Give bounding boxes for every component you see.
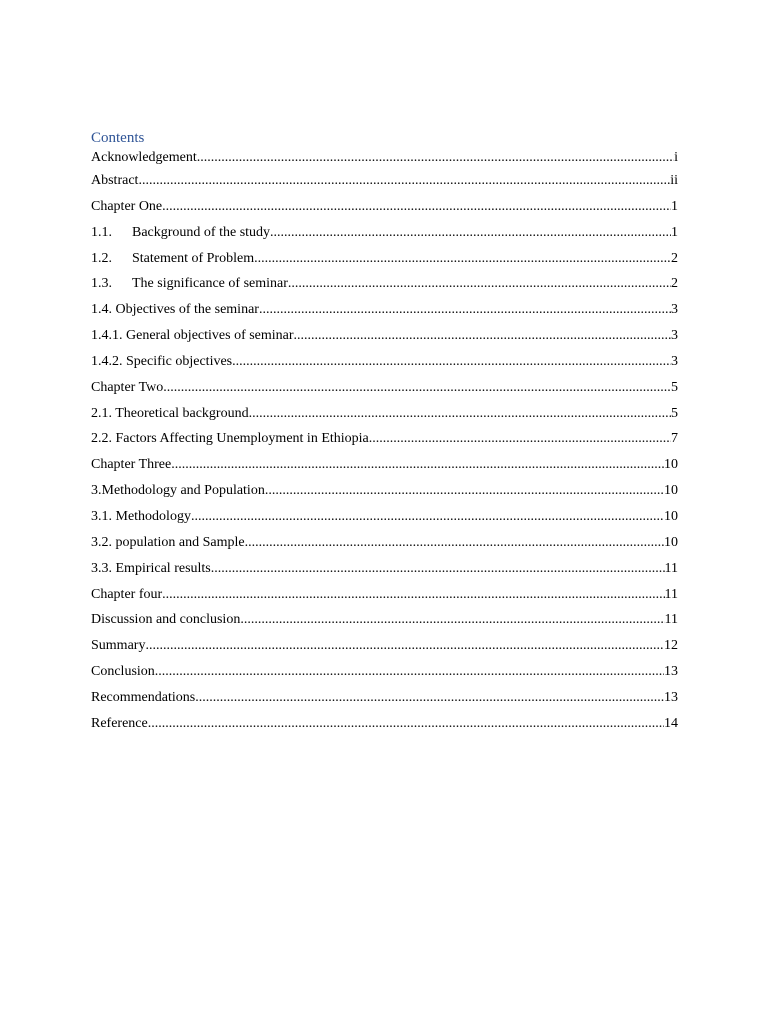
toc-entry-page-number: 5: [671, 405, 678, 421]
toc-entry-number: 1.3.: [91, 276, 112, 292]
toc-entry[interactable]: [91, 430, 678, 456]
toc-entry-page-number: ii: [670, 173, 678, 188]
toc-entry[interactable]: [91, 586, 678, 612]
toc-entry-title: Chapter Three: [91, 457, 172, 473]
toc-dot-leader: [162, 586, 664, 603]
toc-dot-leader: [369, 430, 671, 447]
toc-entry-page-number: 3: [671, 353, 678, 369]
toc-entry-title: Statement of Problem: [132, 250, 255, 266]
toc-entry-page-number: 1: [671, 224, 678, 240]
toc-entry[interactable]: [91, 327, 678, 353]
toc-entry-title: Acknowledgement: [91, 150, 197, 165]
toc-entry-title: 1.4.1. General objectives of seminar: [91, 328, 294, 344]
toc-entry-title: 1.4. Objectives of the seminar: [91, 302, 259, 318]
toc-entry-number: 1.1.: [91, 224, 112, 240]
toc-entry-list: [91, 149, 678, 741]
toc-entry-page-number: 13: [664, 664, 678, 680]
toc-dot-leader: [163, 379, 671, 396]
toc-entry-page-number: 3: [671, 328, 678, 344]
toc-entry-title: 3.3. Empirical results: [91, 560, 211, 576]
toc-dot-leader: [265, 482, 664, 499]
toc-dot-leader: [162, 198, 671, 215]
toc-dot-leader: [145, 637, 664, 654]
toc-dot-leader: [245, 534, 664, 551]
toc-entry-title: Background of the study: [132, 224, 271, 240]
toc-dot-leader: [259, 301, 671, 318]
toc-entry[interactable]: [91, 198, 678, 224]
toc-entry[interactable]: [91, 456, 678, 482]
toc-entry-title: Conclusion: [91, 664, 155, 680]
toc-entry-page-number: 11: [664, 612, 678, 628]
toc-dot-leader: [270, 224, 671, 241]
toc-entry-title: The significance of seminar: [132, 276, 288, 292]
toc-entry[interactable]: [91, 611, 678, 637]
toc-entry-title: 2.2. Factors Affecting Unemployment in Ethiopia: [91, 431, 369, 447]
toc-entry-page-number: 2: [671, 250, 678, 266]
toc-entry-title: Chapter Two: [91, 379, 164, 395]
toc-entry-page-number: 13: [664, 689, 678, 705]
toc-entry[interactable]: [91, 250, 678, 276]
toc-entry[interactable]: [91, 689, 678, 715]
toc-dot-leader: [197, 149, 674, 166]
toc-entry-page-number: 5: [671, 379, 678, 395]
toc-entry-title: Chapter four: [91, 586, 163, 602]
toc-entry[interactable]: [91, 637, 678, 663]
toc-entry[interactable]: [91, 663, 678, 689]
toc-entry[interactable]: [91, 301, 678, 327]
toc-entry-page-number: 7: [671, 431, 678, 447]
toc-dot-leader: [254, 250, 671, 267]
toc-entry-title: 3.Methodology and Population: [91, 483, 265, 499]
toc-dot-leader: [240, 611, 664, 628]
toc-entry[interactable]: [91, 534, 678, 560]
toc-dot-leader: [249, 405, 671, 422]
table-of-contents: [91, 129, 678, 741]
toc-entry-page-number: 14: [664, 715, 678, 731]
toc-entry-page-number: 10: [664, 457, 678, 473]
toc-entry[interactable]: [91, 224, 678, 250]
toc-entry-page-number: 2: [671, 276, 678, 292]
toc-entry[interactable]: [91, 149, 678, 172]
toc-entry[interactable]: [91, 482, 678, 508]
toc-entry[interactable]: [91, 379, 678, 405]
toc-entry[interactable]: [91, 405, 678, 431]
toc-entry-title: Chapter One: [91, 198, 163, 214]
toc-entry-page-number: 12: [664, 638, 678, 654]
toc-entry[interactable]: [91, 353, 678, 379]
toc-dot-leader: [155, 663, 664, 680]
toc-entry-page-number: i: [674, 150, 678, 165]
toc-dot-leader: [148, 715, 664, 732]
toc-entry-number: 1.2.: [91, 250, 112, 266]
toc-entry-page-number: 11: [664, 560, 678, 576]
toc-entry-title: Summary: [91, 638, 146, 654]
toc-entry-title: 3.2. population and Sample: [91, 534, 245, 550]
toc-entry[interactable]: [91, 560, 678, 586]
toc-entry-page-number: 10: [664, 534, 678, 550]
toc-entry-page-number: 10: [664, 508, 678, 524]
toc-entry-title: 3.1. Methodology: [91, 508, 191, 524]
toc-entry-page-number: 11: [664, 586, 678, 602]
toc-entry[interactable]: [91, 715, 678, 741]
toc-entry-title: Abstract: [91, 173, 139, 188]
toc-dot-leader: [191, 508, 664, 525]
toc-entry[interactable]: [91, 172, 678, 198]
toc-entry-title: 2.1. Theoretical background: [91, 405, 249, 421]
toc-entry-page-number: 1: [671, 198, 678, 214]
toc-entry-title: Recommendations: [91, 689, 196, 705]
toc-entry[interactable]: [91, 508, 678, 534]
toc-dot-leader: [195, 689, 664, 706]
toc-entry-title: 1.4.2. Specific objectives: [91, 353, 233, 369]
toc-entry-title: Reference: [91, 715, 148, 731]
toc-entry[interactable]: [91, 275, 678, 301]
toc-dot-leader: [138, 172, 670, 189]
toc-entry-page-number: 3: [671, 302, 678, 318]
toc-heading: Contents: [91, 130, 145, 146]
toc-dot-leader: [288, 275, 671, 292]
toc-entry-title: Discussion and conclusion: [91, 612, 241, 628]
toc-entry-page-number: 10: [664, 483, 678, 499]
toc-dot-leader: [232, 353, 671, 370]
toc-dot-leader: [211, 560, 665, 577]
toc-dot-leader: [294, 327, 671, 344]
toc-dot-leader: [171, 456, 664, 473]
